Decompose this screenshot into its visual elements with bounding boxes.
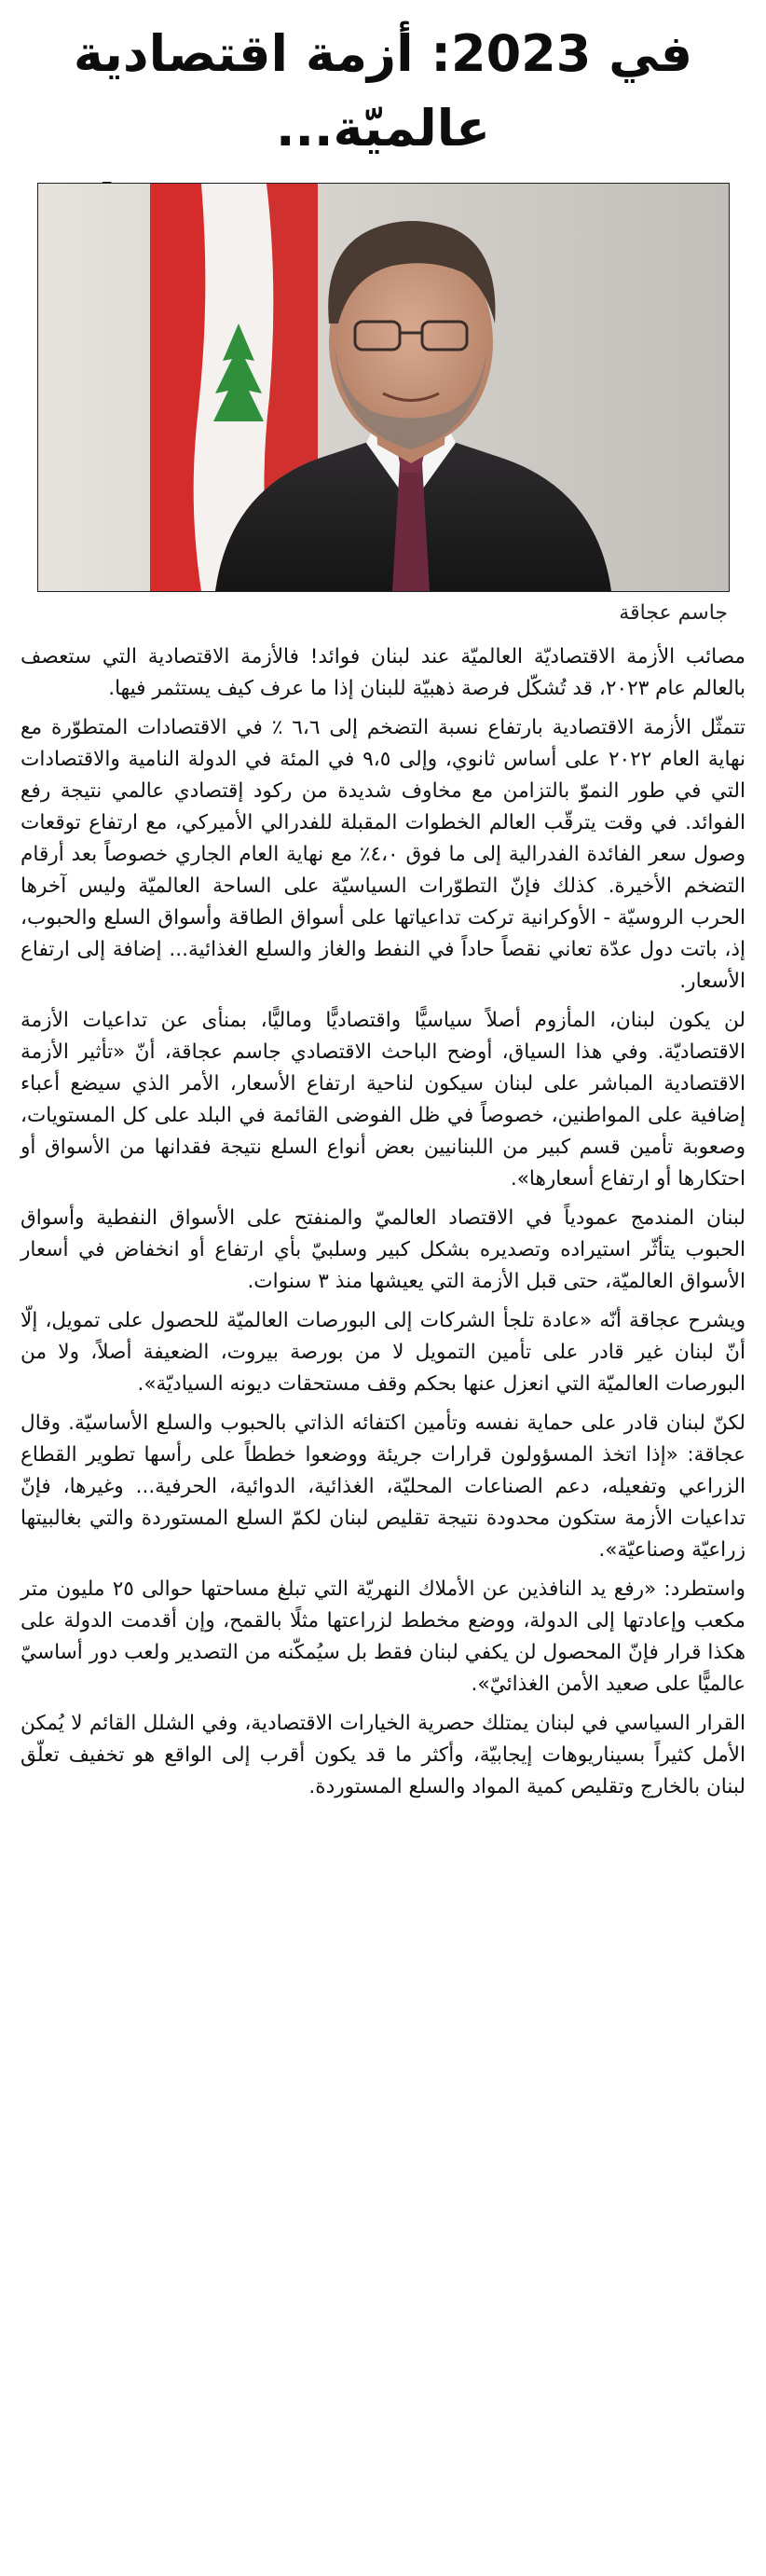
paragraph-2: تتمثّل الأزمة الاقتصادية بارتفاع نسبة التضخم إلى ٦،٦ ٪ في الاقتصادات المتطوّرة مع نهاية العام ٢٠٢٢ على أساس ثانوي، وإلى ٩،٥ في المئة في الدولة النامية والاقتصادات التي في طور النموّ بالتزامن مع مخاوف شديدة من ركود إقتصادي عالمي نتيجة رفع الفوائد. في وقت يترقّب العالم الخطوات المقبلة للفدرالي الأميركي، مع ارتفاع توقعات وصول سعر الفائدة الفدرالية إلى ما فوق ٤،٠٪ مع نهاية العام الجاري خصوصاً بعد أرقام التضخم الأخيرة. كذلك فإنّ التطوّرات السياسيّة على الساحة العالميّة وليس آخرها الحرب الروسيّة - الأوكرانية تركت تداعياتها على أسواق الطاقة وأسواق السلع والحبوب، إذ، باتت دول عدّة تعاني نقصاً حاداً في النفط والغاز والسلع الغذائية... إضافة إلى ارتفاع الأسعار. <box>21 716 746 993</box>
paragraph-5: ويشرح عجاقة أنّه «عادة تلجأ الشركات إلى البورصات العالميّة للحصول على تمويل، إلّا أنّ لبنان غير قادر على تأمين التمويل لا من بورصة بيروت، الضعيفة أصلاً، ولا من البورصات العالميّة التي انعزل عنها بحكم وقف مستحقات ديونه السياديّة». <box>21 1309 745 1396</box>
paragraph-8: القرار السياسي في لبنان يمتلك حصرية الخيارات الاقتصادية، وفي الشلل القائم لا يُمكن الأمل كثيراً بسيناريوهات إيجابيّة، وأكثر ما قد يكون أقرب إلى الواقع هو تخفيف تعلّق لبنان بالخارج وتقليص كمية المواد والسلع المستوردة. <box>21 1712 745 1798</box>
portrait-photo <box>37 183 730 592</box>
article-body <box>21 641 745 1811</box>
paragraph-3: لن يكون لبنان، المأزوم أصلاً سياسيًّا واقتصاديًّا وماليًّا، بمنأى عن تداعيات الأزمة الاقتصاديّة. وفي هذا السياق، أوضح الباحث الاقتصادي جاسم عجاقة، أنّ «تأثير الأزمة الاقتصادية المباشر على لبنان سيكون لناحية ارتفاع الأسعار، الأمر الذي سيضع أعباء إضافية على المواطنين، خصوصاً في ظل الفوضى القائمة في البلد على كل المستويات، وصعوبة تأمين قسم كبير من اللبنانيين بعض أنواع السلع نتيجة فقدانها من الأسواق أو احتكارها أو ارتفاع أسعارها». <box>21 1009 745 1191</box>
paragraph-4: لبنان المندمج عمودياً في الاقتصاد العالميّ والمنفتح على الأسواق النفطية وأسواق الحبوب يتأثّر استيراده وتصديره بشكل كبير وسلبيّ بأي ارتفاع أو انخفاض في أسعار الأسواق العالميّة، حتى قبل الأزمة التي يعيشها منذ ٣ سنوات. <box>21 1206 745 1293</box>
paragraph-1: مصائب الأزمة الاقتصاديّة العالميّة عند لبنان فوائد! فالأزمة الاقتصادية التي ستعصف بالعالم عام ٢٠٢٣، قد تُشكّل فرصة ذهبيّة للبنان إذا ما عرف كيف يستثمر فيها. <box>21 645 745 700</box>
photo-caption: جاسم عجاقة <box>619 601 728 625</box>
paragraph-7: واستطرد: «رفع يد النافذين عن الأملاك النهريّة التي تبلغ مساحتها حوالى ٢٥ مليون متر مكعب وإعادتها إلى الدولة، ووضع مخطط لزراعتها مثلًا بالقمح، وإن أقدمت الدولة على هكذا قرار فإنّ المحصول لن يكفي لبنان فقط بل سيُمكّنه من التصدير ولعب دور أساسيّ عالميًّا على صعيد الأمن الغذائيّ». <box>21 1577 745 1696</box>
portrait-illustration <box>38 184 729 591</box>
paragraph-6: لكنّ لبنان قادر على حماية نفسه وتأمين اكتفائه الذاتي بالحبوب والسلع الأساسيّة. وقال عجاقة: «إذا اتخذ المسؤولون قرارات جريئة ووضعوا خططاً على رأسها تطوير القطاع الزراعي وتفعيله، دعم الصناعات المحليّة، الغذائية، الدوائية، الحرفية... وغيرها، فإنّ تداعيات الأزمة ستكون محدودة نتيجة تقليص لبنان لكمّ السلع المستوردة والتي بغالبيتها زراعيّة وصناعيّة». <box>21 1412 745 1562</box>
headline-line-1: في 2023: أزمة اقتصادية عالميّة... <box>73 24 693 158</box>
